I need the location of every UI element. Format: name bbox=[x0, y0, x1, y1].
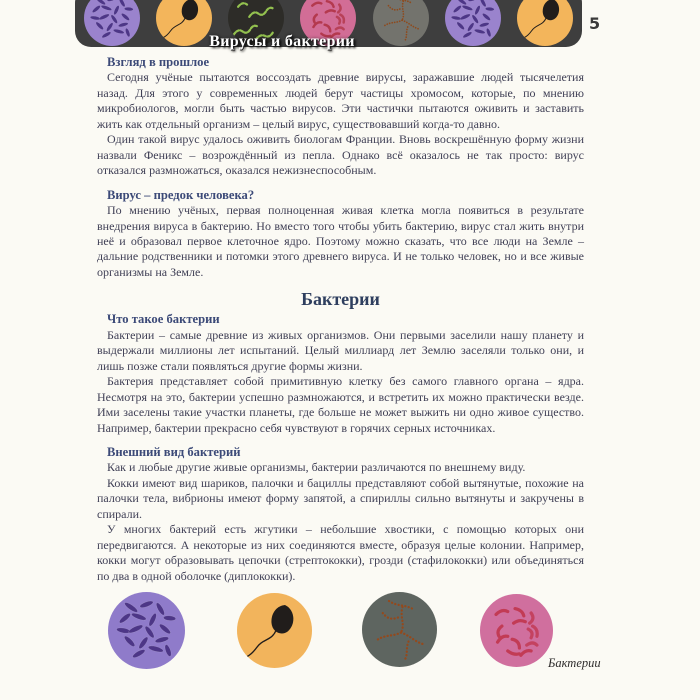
section-heading: Внешний вид бактерий bbox=[107, 444, 241, 459]
paragraph: Один такой вирус удалось оживить биологам Франции. Вновь воскрешённую форму жизни назвали Феникс – возрождённый из пепла. Однако всё оказалось не так просто: вирус отказался размножаться, оказался нежизнеспособным. bbox=[97, 132, 584, 178]
paragraph: У многих бактерий есть жгутики – небольшие хвостики, с помощью которых они передвигаются. А некоторые из них соединяются вместе, образуя целые колонии. Например, кокки могут образовывать цепочки (стрептококки), грозди (стафилококки) или объединяться по два в одной оболочке (диплококки). bbox=[97, 522, 584, 583]
text-section bbox=[97, 188, 584, 281]
section-heading: Взгляд в прошлое bbox=[107, 55, 210, 69]
text-section bbox=[97, 312, 584, 436]
vibrio-icon bbox=[517, 0, 573, 46]
bacilli-icon bbox=[445, 0, 501, 46]
vibrio-icon bbox=[156, 0, 212, 46]
text-section bbox=[97, 55, 584, 179]
cocci-chain-icon bbox=[362, 592, 437, 667]
paragraph: Бактерии – самые древние из живых организмов. Они первыми заселили нашу планету и выдержали миллионы лет испытаний. Целый миллиард лет Землю заселяли только они, и лишь позже стали появляться другие формы жизни. bbox=[97, 327, 584, 373]
curved-rods-icon bbox=[480, 594, 553, 667]
cocci-chain-icon bbox=[373, 0, 429, 46]
vibrio-icon bbox=[237, 593, 312, 668]
paragraph: Сегодня учёные пытаются воссоздать древние вирусы, заражавшие людей тысячелетия назад. Для этого у современных людей берут частицы хромосом, которые, по мнению микробиологов, могли быть частью вирусов. Эти частички пытаются оживить и заставить жить как отдельный организм – целый вирус, существовавший когда-то давно. bbox=[97, 70, 584, 131]
paragraph: Бактерия представляет собой примитивную клетку без самого главного органа – ядра. Несмотря на это, бактерии успешно размножаются, и встретить их можно практически везде. Ими заселены такие участки планеты, где больше не может выжить ни одно живое существо. Например, бактерии прекрасно себя чувствуют в горячих серных источниках. bbox=[97, 374, 584, 435]
page-header-title: Вирусы и бактерии bbox=[209, 33, 355, 50]
bacilli-icon bbox=[108, 592, 185, 669]
page-text-content bbox=[97, 55, 584, 593]
paragraph: Кокки имеют вид шариков, палочки и бациллы представляют собой вытянутые, похожие на палочки тела, вибрионы имеют форму запятой, а спириллы сильно вытянуты и закручены в спирали. bbox=[97, 475, 584, 521]
section-heading: Что такое бактерии bbox=[107, 312, 220, 327]
paragraph: По мнению учёных, первая полноценная живая клетка могла появиться в результате внедрения вируса в бактерию. Но вместо того чтобы убить бактерию, вирус стал жить внутри неё и образовал первое клеточное ядро. Поэтому можно сказать, что все люди на Земле – дальние родственники и потомки этого древнего вируса. И не только человек, но и все живые организмы на Земле. bbox=[97, 203, 584, 279]
section-heading: Вирус – предок человека? bbox=[107, 187, 255, 202]
chapter-title: Бактерии bbox=[301, 289, 380, 310]
figure-caption: Бактерии bbox=[548, 656, 601, 670]
page-number: 5 bbox=[589, 14, 601, 33]
paragraph: Как и любые другие живые организмы, бактерии различаются по внешнему виду. bbox=[107, 460, 526, 475]
text-section bbox=[97, 445, 584, 584]
bacilli-icon bbox=[84, 0, 140, 46]
